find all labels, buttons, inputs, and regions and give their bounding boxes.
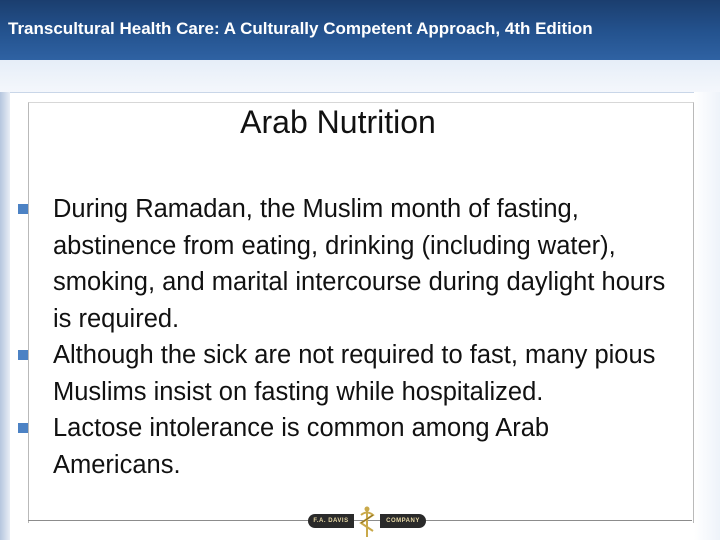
bullet-text: Lactose intolerance is common among Arab Americans. (53, 414, 550, 479)
bullet-text: Although the sick are not required to fast, many pious Muslims insist on fasting while hospitalized. (53, 341, 656, 406)
bullet-item (18, 410, 678, 483)
logo-left-label: F.A. DAVIS (308, 514, 354, 528)
right-edge-decoration (694, 92, 720, 540)
square-bullet-icon (18, 423, 28, 433)
square-bullet-icon (18, 350, 28, 360)
bullet-text: During Ramadan, the Muslim month of fasting, abstinence from eating, drinking (including water), smoking, and marital intercourse during daylight hours is required. (53, 195, 666, 333)
title-bar (0, 0, 720, 60)
header-band (0, 60, 720, 93)
bullet-item (18, 191, 678, 337)
bullet-item (18, 337, 678, 410)
caduceus-icon (354, 506, 380, 538)
book-title: Transcultural Health Care: A Culturally Competent Approach, 4th Edition (8, 19, 593, 38)
left-edge-decoration (0, 92, 10, 540)
slide-title: Arab Nutrition (240, 104, 436, 140)
square-bullet-icon (18, 204, 28, 214)
bullet-list (18, 191, 678, 483)
logo-right-label: COMPANY (380, 514, 426, 528)
publisher-logo (308, 506, 426, 538)
